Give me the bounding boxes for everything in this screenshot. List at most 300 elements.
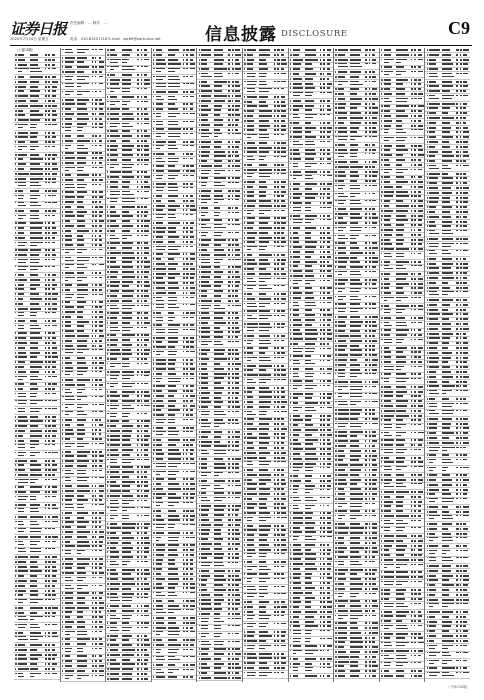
- cell-text: [201, 524, 210, 526]
- cell-text: [95, 191, 97, 193]
- cell-text: [228, 514, 230, 516]
- cell-text: [92, 675, 94, 676]
- cell-text: [186, 346, 188, 348]
- cell-text: [186, 463, 188, 464]
- cell-text: [214, 431, 223, 433]
- cell-text: [235, 160, 240, 162]
- cell-text: [228, 49, 231, 51]
- table-row: [106, 412, 151, 419]
- cell-text: [183, 59, 185, 61]
- cell-text: [52, 371, 56, 373]
- cell-text: [110, 257, 116, 259]
- cell-text: [199, 557, 200, 559]
- cell-text: [52, 430, 57, 432]
- cell-text: [168, 141, 176, 143]
- cell-text: [214, 85, 223, 87]
- cell-text: [30, 64, 37, 66]
- cell-text: [77, 325, 84, 327]
- cell-text: [214, 599, 225, 601]
- cell-text: [15, 68, 17, 69]
- cell-text: [228, 68, 230, 70]
- cell-text: [137, 159, 139, 161]
- cell-text: [95, 675, 97, 676]
- cell-text: [48, 342, 49, 344]
- table-row: [14, 451, 60, 458]
- cell-text: [201, 59, 206, 61]
- cell-text: [199, 658, 200, 660]
- cell-text: [122, 334, 135, 336]
- cell-text: [144, 149, 149, 151]
- cell-text: [45, 342, 47, 344]
- cell-text: [15, 416, 16, 418]
- table-row: [14, 67, 60, 74]
- cell-text: [77, 94, 82, 95]
- cell-text: [199, 327, 201, 329]
- cell-text: [244, 73, 245, 74]
- cell-text: [228, 441, 230, 443]
- cell-text: [92, 157, 94, 159]
- cell-text: [77, 316, 84, 318]
- cell-text: [99, 215, 102, 217]
- cell-text: [201, 219, 210, 221]
- cell-text: [110, 181, 118, 183]
- cell-text: [77, 135, 85, 137]
- cell-text: [168, 178, 175, 179]
- cell-text: [62, 335, 64, 337]
- cell-text: [168, 605, 180, 607]
- cell-text: [45, 556, 47, 558]
- cell-text: [153, 471, 155, 472]
- cell-text: [65, 521, 74, 523]
- cell-text: [18, 668, 29, 670]
- cell-text: [92, 419, 93, 421]
- table-row: [61, 348, 106, 355]
- cell-text: [45, 279, 46, 281]
- cell-text: [92, 521, 94, 523]
- cell-text: [190, 170, 196, 172]
- cell-text: [214, 441, 220, 443]
- cell-text: [48, 452, 50, 453]
- cell-text: [141, 400, 142, 402]
- cell-text: [235, 224, 240, 225]
- table-row: [61, 503, 106, 510]
- cell-text: [77, 201, 83, 203]
- cell-text: [199, 182, 200, 183]
- cell-text: [77, 480, 88, 481]
- cell-text: [48, 266, 50, 267]
- cell-text: [201, 271, 211, 273]
- cell-text: [137, 353, 139, 355]
- cell-text: [228, 124, 230, 126]
- cell-text: [228, 497, 229, 498]
- cell-text: [110, 130, 118, 132]
- cell-text: [201, 658, 211, 660]
- cell-text: [110, 126, 117, 127]
- cell-text: [65, 184, 75, 185]
- cell-text: [156, 83, 167, 84]
- cell-text: [235, 170, 240, 171]
- cell-text: [144, 281, 148, 283]
- cell-text: [201, 377, 207, 379]
- cell-text: [156, 209, 163, 211]
- issue-date: 2020年7月24日 星期五: [10, 37, 49, 41]
- cell-text: [77, 267, 88, 268]
- cell-text: [77, 651, 83, 652]
- cell-text: [45, 452, 47, 453]
- cell-text: [199, 392, 200, 394]
- cell-text: [95, 531, 97, 533]
- cell-text: [107, 211, 108, 213]
- cell-text: [186, 246, 188, 247]
- cell-text: [201, 155, 209, 157]
- cell-text: [62, 239, 63, 241]
- cell-text: [141, 635, 143, 637]
- cell-text: [110, 49, 115, 51]
- cell-text: [15, 435, 16, 437]
- cell-text: [110, 201, 116, 202]
- cell-text: [156, 307, 164, 308]
- cell-text: [92, 191, 94, 193]
- cell-text: [214, 450, 227, 451]
- cell-text: [45, 460, 47, 462]
- cell-text: [52, 64, 55, 66]
- cell-text: [186, 537, 188, 538]
- cell-text: [30, 274, 38, 276]
- cell-text: [137, 523, 139, 525]
- cell-text: [235, 599, 240, 601]
- cell-text: [137, 375, 138, 376]
- cell-text: [228, 100, 230, 102]
- cell-text: [137, 556, 139, 558]
- table-row: [152, 213, 197, 220]
- cell-text: [190, 510, 194, 512]
- cell-text: [228, 524, 230, 526]
- cell-text: [30, 100, 38, 102]
- cell-text: [99, 521, 102, 523]
- cell-text: [15, 293, 16, 295]
- cell-text: [183, 268, 185, 270]
- cell-text: [214, 105, 223, 107]
- cell-text: [18, 163, 27, 165]
- cell-text: [141, 285, 143, 287]
- cell-text: [62, 526, 64, 528]
- cell-text: [65, 419, 73, 421]
- cell-text: [62, 490, 63, 492]
- cell-text: [122, 290, 134, 292]
- cell-text: [95, 460, 97, 462]
- cell-text: [141, 542, 143, 544]
- cell-text: [201, 538, 207, 540]
- table-row: [61, 75, 106, 82]
- cell-text: [95, 211, 97, 213]
- cell-text: [186, 273, 189, 275]
- cell-text: [232, 165, 234, 167]
- cell-text: [156, 187, 164, 188]
- cell-text: [144, 678, 147, 680]
- cell-text: [214, 54, 224, 56]
- cell-text: [15, 366, 17, 368]
- cell-text: [186, 200, 188, 202]
- cell-text: [65, 572, 75, 574]
- cell-text: [201, 480, 207, 482]
- cell-text: [122, 668, 133, 670]
- cell-text: [214, 227, 227, 228]
- cell-text: [122, 449, 133, 451]
- cell-text: [190, 573, 193, 575]
- cell-text: [52, 110, 56, 112]
- cell-text: [65, 206, 71, 208]
- cell-text: [122, 312, 132, 314]
- cell-text: [183, 200, 185, 202]
- cell-text: [107, 459, 108, 460]
- cell-text: [62, 230, 63, 232]
- cell-text: [107, 290, 108, 292]
- cell-text: [65, 352, 73, 353]
- cell-text: [30, 81, 39, 83]
- cell-text: [201, 653, 207, 655]
- cell-text: [77, 389, 86, 390]
- cell-text: [52, 163, 58, 165]
- cell-text: [18, 308, 29, 310]
- cell-text: [99, 49, 104, 50]
- cell-text: [95, 123, 97, 125]
- cell-text: [214, 575, 225, 577]
- cell-text: [156, 332, 165, 333]
- cell-text: [228, 411, 230, 412]
- cell-text: [183, 483, 184, 485]
- cell-text: [52, 599, 55, 600]
- cell-text: [144, 339, 149, 341]
- cell-text: [156, 493, 166, 495]
- cell-text: [18, 528, 26, 529]
- cell-text: [18, 551, 26, 552]
- cell-text: [156, 395, 165, 397]
- cell-text: [235, 641, 239, 642]
- cell-text: [235, 557, 239, 559]
- cell-text: [48, 654, 50, 656]
- cell-text: [190, 390, 193, 392]
- cell-text: [122, 413, 129, 414]
- cell-text: [18, 496, 28, 497]
- cell-text: [52, 388, 55, 390]
- cell-text: [77, 362, 86, 364]
- table-row: [106, 326, 151, 333]
- cell-text: [65, 130, 72, 131]
- cell-text: [244, 68, 245, 70]
- cell-text: [141, 101, 143, 102]
- cell-text: [201, 195, 209, 197]
- cell-text: [107, 556, 108, 558]
- cell-text: [122, 130, 129, 132]
- cell-text: [30, 566, 38, 568]
- cell-text: [214, 406, 221, 408]
- table-row: [197, 181, 242, 188]
- cell-text: [247, 59, 254, 61]
- cell-text: [15, 561, 16, 563]
- cell-text: [235, 441, 239, 443]
- cell-text: [201, 344, 208, 345]
- cell-text: [15, 649, 17, 651]
- cell-text: [107, 435, 109, 437]
- cell-text: [199, 322, 201, 324]
- cell-text: [141, 644, 143, 646]
- cell-text: [18, 259, 28, 260]
- cell-text: [235, 271, 239, 273]
- cell-text: [214, 387, 224, 389]
- cell-text: [190, 644, 194, 646]
- cell-text: [122, 198, 135, 199]
- cell-text: [214, 401, 224, 403]
- cell-text: [137, 225, 139, 227]
- cell-text: [107, 383, 108, 384]
- cell-text: [186, 639, 188, 641]
- cell-text: [186, 205, 188, 207]
- cell-text: [153, 497, 154, 499]
- cell-text: [186, 664, 188, 666]
- cell-text: [110, 588, 119, 590]
- cell-text: [186, 363, 188, 365]
- cell-text: [107, 495, 109, 497]
- cell-text: [15, 460, 16, 462]
- table-row: [197, 211, 242, 218]
- cell-text: [62, 592, 64, 594]
- cell-text: [15, 440, 16, 442]
- cell-text: [144, 83, 150, 85]
- cell-text: [30, 570, 41, 572]
- cell-text: [144, 439, 148, 441]
- cell-text: [281, 81, 286, 82]
- cell-text: [228, 603, 229, 605]
- cell-text: [122, 339, 130, 341]
- cell-text: [186, 329, 188, 330]
- cell-text: [201, 453, 209, 454]
- cell-text: [95, 643, 97, 645]
- cell-text: [52, 479, 57, 480]
- cell-text: [235, 373, 239, 375]
- cell-text: [30, 237, 43, 239]
- cell-text: [18, 361, 25, 363]
- cell-text: [141, 145, 143, 147]
- cell-text: [110, 551, 119, 553]
- cell-text: [214, 173, 221, 174]
- cell-text: [52, 227, 56, 229]
- cell-text: [214, 509, 224, 511]
- table-row: [61, 90, 106, 97]
- cell-text: [186, 231, 188, 233]
- cell-text: [122, 383, 135, 384]
- cell-text: [48, 308, 50, 310]
- cell-text: [201, 262, 210, 263]
- cell-text: [95, 521, 97, 523]
- cell-text: [99, 643, 104, 645]
- cell-text: [95, 477, 97, 478]
- cell-text: [183, 121, 185, 122]
- cell-text: [235, 419, 238, 421]
- cell-text: [141, 305, 143, 306]
- cell-text: [107, 285, 108, 287]
- cell-text: [77, 414, 87, 415]
- cell-text: [186, 554, 187, 556]
- cell-text: [199, 336, 200, 338]
- cell-text: [65, 558, 73, 560]
- contact-line: 电话：010-83251716 E-mail：zqrb9@zqrb.sina.net: [70, 37, 161, 41]
- cell-text: [77, 643, 86, 645]
- cell-text: [122, 140, 130, 142]
- cell-text: [183, 497, 184, 499]
- cell-text: [137, 405, 139, 406]
- cell-text: [190, 578, 193, 580]
- cell-text: [232, 436, 235, 438]
- cell-text: [62, 470, 63, 471]
- cell-text: [153, 273, 154, 275]
- cell-text: [190, 258, 196, 260]
- cell-text: [77, 76, 90, 77]
- cell-text: [183, 537, 185, 538]
- cell-text: [199, 584, 200, 586]
- cell-text: [52, 54, 55, 56]
- cell-text: [45, 585, 47, 587]
- table-row: [14, 443, 60, 450]
- cell-text: [201, 259, 210, 260]
- cell-text: [201, 663, 207, 665]
- cell-text: [110, 371, 120, 373]
- cell-text: [141, 235, 143, 236]
- cell-text: [48, 274, 50, 276]
- cell-text: [65, 473, 74, 474]
- cell-text: [235, 312, 238, 314]
- cell-text: [30, 416, 38, 418]
- cell-text: [107, 225, 108, 227]
- cell-text: [201, 244, 208, 246]
- cell-text: [141, 74, 143, 76]
- cell-text: [62, 145, 63, 146]
- cell-text: [48, 366, 50, 368]
- cell-text: [65, 517, 71, 519]
- cell-text: [107, 191, 108, 192]
- cell-text: [45, 210, 47, 212]
- cell-text: [15, 654, 17, 656]
- cell-text: [186, 385, 188, 387]
- cell-text: [65, 94, 70, 95]
- cell-text: [201, 584, 206, 586]
- cell-text: [52, 342, 56, 344]
- cell-text: [228, 472, 231, 473]
- cell-text: [153, 54, 155, 56]
- cell-text: [141, 578, 143, 580]
- cell-text: [52, 673, 57, 674]
- cell-text: [65, 86, 75, 87]
- cell-text: [52, 158, 55, 160]
- cell-text: [156, 385, 165, 387]
- cell-text: [30, 312, 37, 313]
- cell-text: [235, 423, 239, 424]
- cell-text: [95, 325, 97, 327]
- cell-text: [122, 149, 132, 151]
- table-row: [243, 80, 288, 87]
- cell-text: [92, 57, 94, 59]
- cell-text: [153, 378, 155, 379]
- cell-text: [15, 607, 16, 609]
- cell-text: [168, 427, 176, 429]
- cell-text: [228, 641, 229, 642]
- cell-text: [107, 395, 109, 397]
- cell-text: [156, 664, 163, 666]
- cell-text: [199, 514, 200, 516]
- cell-text: [201, 109, 210, 111]
- cell-text: [168, 524, 175, 525]
- cell-text: [186, 563, 188, 565]
- cell-text: [77, 660, 87, 662]
